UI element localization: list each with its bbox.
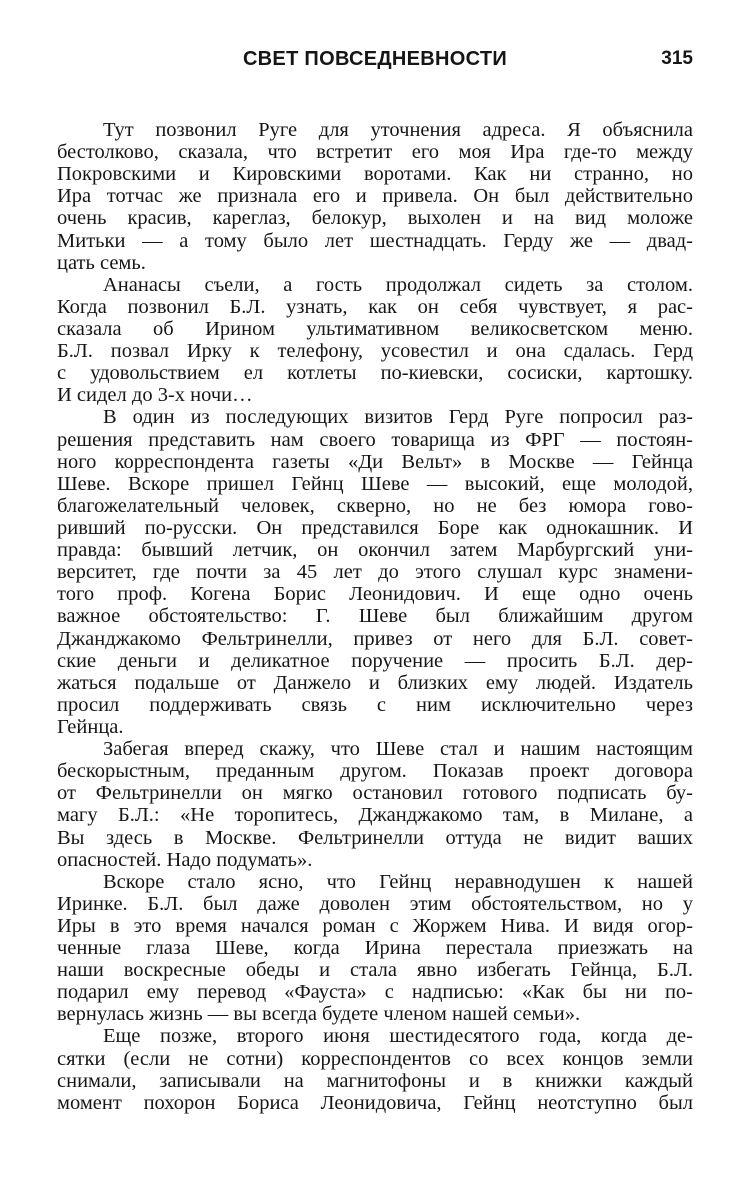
text-line: того проф. Когена Борис Леонидович. И еще одно очень [57, 583, 693, 606]
text-line: очень красив, кареглаз, белокур, выхолен и на вид моложе [57, 207, 693, 230]
text-line: ривший по-русски. Он представился Боре как однокашник. И [57, 516, 693, 539]
text-line: Вскоре стало ясно, что Гейнц неравнодушен к нашей [103, 870, 693, 893]
text-line: Иры в это время начался роман с Жоржем Нива. И видя огор- [57, 914, 693, 937]
text-line: с удовольствием ел котлеты по-киевски, сосиски, картошку. [57, 362, 693, 385]
running-title: СВЕТ ПОВСЕДНЕВНОСТИ [242, 48, 508, 70]
text-line: от Фельтринелли он мягко остановил готового подписать бу- [57, 782, 693, 805]
text-line: Покровскими и Кировскими воротами. Как ни странно, но [57, 163, 693, 186]
text-line: Иринке. Б.Л. был даже доволен этим обстоятельством, но у [57, 892, 693, 915]
body-text [57, 119, 693, 1114]
text-line: Когда позвонил Б.Л. узнать, как он себя чувствует, я рас- [57, 295, 693, 318]
text-line: Забегая вперед скажу, что Шеве стал и нашим настоящим [103, 738, 693, 761]
text-line: Тут позвонил Руге для уточнения адреса. Я объяснила [103, 119, 693, 141]
text-line: верситет, где почти за 45 лет до этого слушал курс знамени- [57, 561, 693, 584]
text-line: опасностей. Надо подумать». [57, 848, 313, 871]
text-line: В один из последующих визитов Герд Руге попросил раз- [103, 406, 693, 429]
text-line: бескорыстным, преданным другом. Показав проект договора [57, 760, 693, 783]
text-line: цать семь. [57, 251, 146, 274]
text-line: Вы здесь в Москве. Фельтринелли оттуда не видит ваших [57, 826, 693, 849]
text-line: Ананасы съели, а гость продолжал сидеть за столом. [103, 273, 693, 296]
text-line: сятки (если не сотни) корреспондентов со всех концов земли [57, 1047, 693, 1070]
text-line: снимали, записывали на магнитофоны и в книжки каждый [57, 1069, 693, 1092]
text-line: магу Б.Л.: «Не торопитесь, Джанджакомо там, в Милане, а [57, 804, 693, 827]
text-line: Джанджакомо Фельтринелли, привез от него для Б.Л. совет- [57, 627, 693, 650]
text-line: решения представить нам своего товарища из ФРГ — постоян- [57, 428, 693, 451]
text-line: благожелательный человек, скверно, но не без юмора гово- [57, 494, 693, 517]
text-line: сказала об Ирином ультимативном великосветском меню. [57, 317, 693, 340]
text-line: Ира тотчас же признала его и привела. Он был действительно [57, 185, 693, 208]
text-line: момент похорон Бориса Леонидовича, Гейнц неотступно был [57, 1091, 693, 1114]
text-line: наши воскресные обеды и стала явно избегать Гейнца, Б.Л. [57, 959, 693, 982]
text-line: Шеве. Вскоре пришел Гейнц Шеве — высокий, еще молодой, [57, 472, 693, 495]
text-line: жаться подальше от Данжело и близких ему людей. Издатель [57, 671, 693, 694]
running-head [57, 44, 693, 74]
text-line: Митьки — а тому было лет шестнадцать. Герду же — двад- [57, 229, 693, 252]
page-number: 315 [661, 48, 693, 69]
text-line: ченные глаза Шеве, когда Ирина перестала приезжать на [57, 937, 693, 960]
text-line: правда: бывший летчик, он окончил затем Марбургский уни- [57, 539, 693, 562]
text-line: бестолково, сказала, что встретит его моя Ира где-то между [57, 141, 693, 164]
text-line: Б.Л. позвал Ирку к телефону, усовестил и она сдалась. Герд [57, 340, 693, 363]
text-line: ские деньги и деликатное поручение — просить Б.Л. дер- [57, 649, 693, 672]
text-line: Еще позже, второго июня шестидесятого года, когда де- [103, 1025, 693, 1048]
text-line: подарил ему перевод «Фауста» с надписью: «Как бы ни по- [57, 981, 693, 1004]
text-line: просил поддерживать связь с ним исключительно через [57, 693, 693, 716]
text-line: И сидел до 3-х ночи… [57, 384, 253, 407]
text-line: вернулась жизнь — вы всегда будете членом нашей семьи». [57, 1003, 581, 1026]
text-line: Гейнца. [57, 715, 124, 738]
text-line: важное обстоятельство: Г. Шеве был ближайшим другом [57, 605, 693, 628]
text-line: ного корреспондента газеты «Ди Вельт» в Москве — Гейнца [57, 450, 693, 473]
